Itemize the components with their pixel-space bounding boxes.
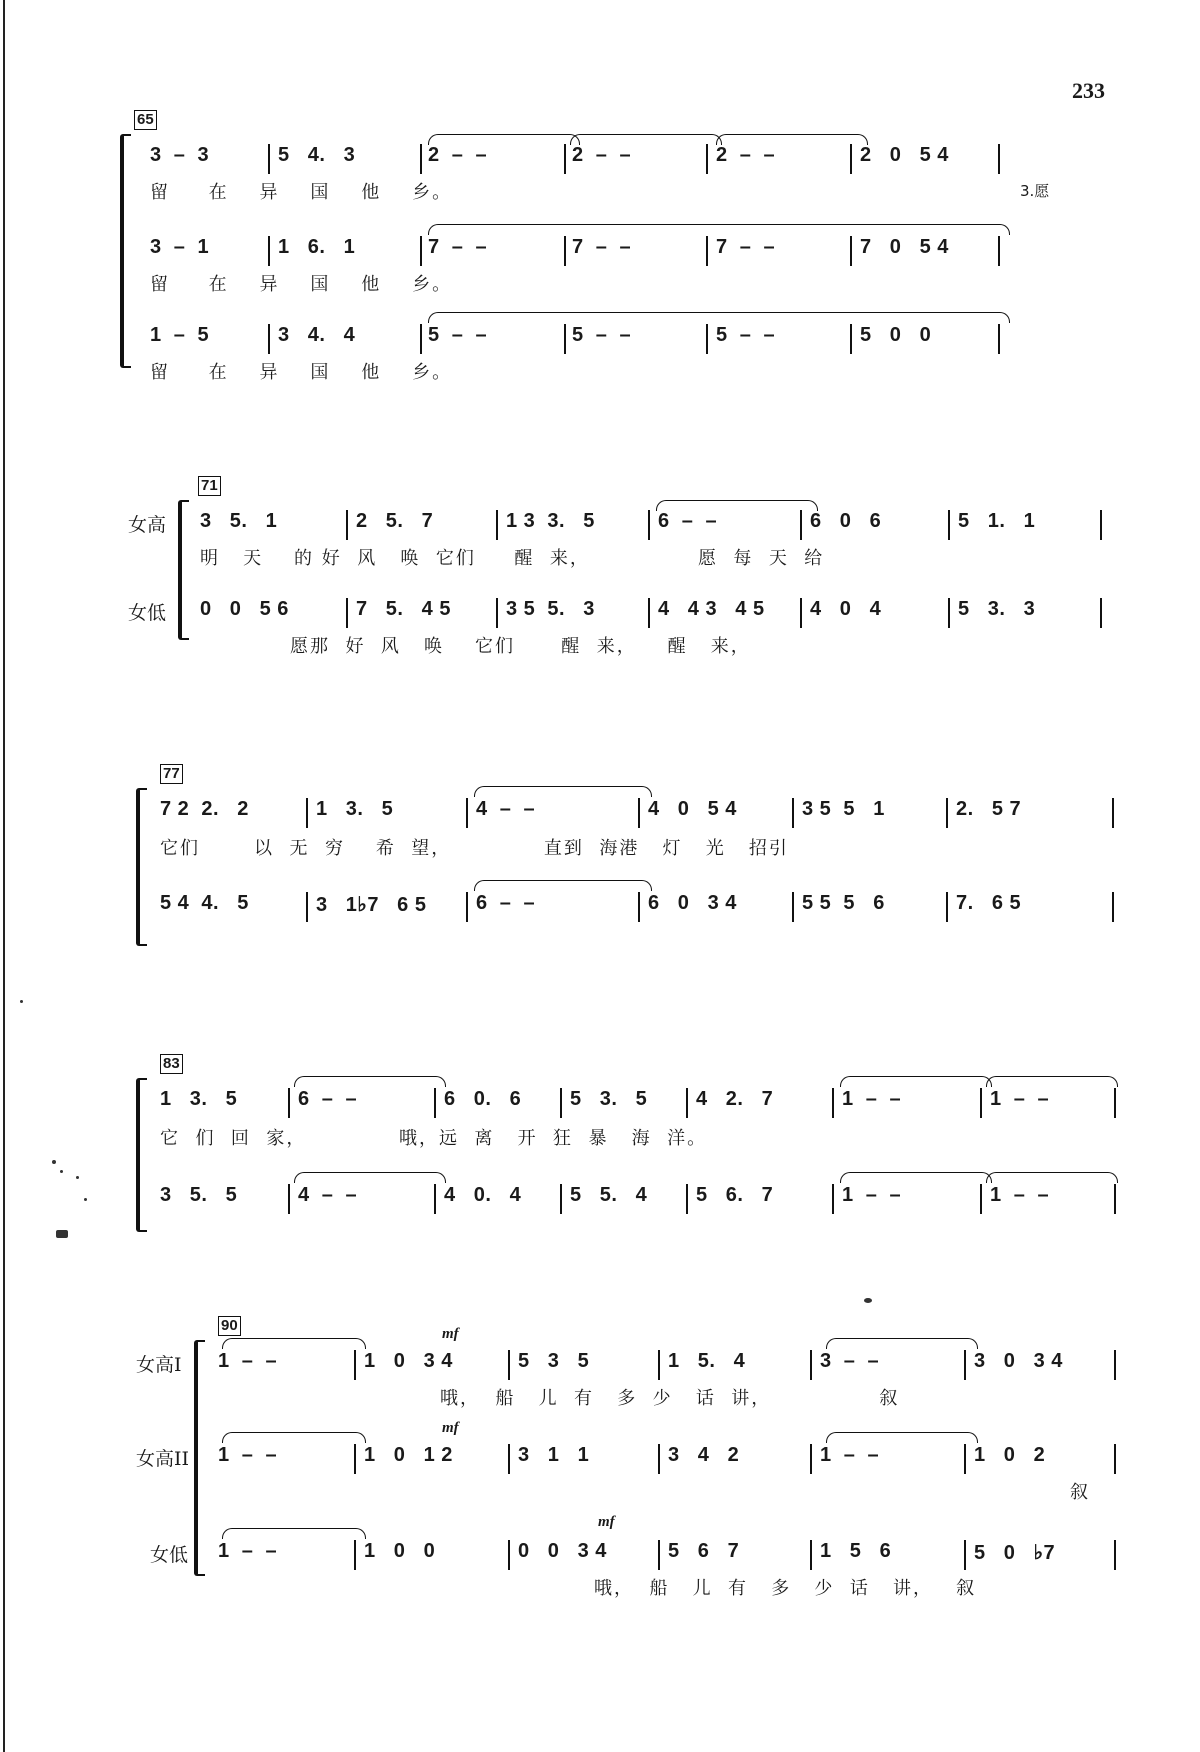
measure: 1 – – [820,1444,880,1466]
barline [998,144,1000,174]
barline [648,510,650,540]
measure: 6 – – [476,892,536,914]
barline [638,798,640,828]
measure: 5 0 ♭7 [974,1542,1056,1564]
measure: 1 – – [218,1350,278,1372]
barline [354,1350,356,1380]
page-number: 233 [1072,78,1105,103]
lyric-line: 它们 以 无 穷 希 望， 直到 海港 灯 光 招引 [160,838,789,859]
measure: 4 0. 4 [444,1184,522,1206]
barline [998,324,1000,354]
barline [434,1088,436,1118]
measure: 6 0 3 4 [648,892,737,914]
measure: 5 3. 3 [958,598,1036,620]
barline [508,1444,510,1474]
lyric-line: 留 在 异 国 他 乡。 [150,274,453,295]
barline [1114,1088,1116,1118]
dynamic-mark: mf [442,1326,459,1342]
measure: 3 4 2 [668,1444,740,1466]
lyric-line: 愿那 好 风 唤 它们 醒 来， 醒 来， [290,636,751,657]
barline [706,236,708,266]
tie [986,1172,1118,1183]
measure: 2 – – [572,144,632,166]
measure: 1 – 5 [150,324,210,346]
measure: 4 2. 7 [696,1088,774,1110]
barline [792,892,794,922]
barline [496,510,498,540]
measure: 3 0 3 4 [974,1350,1063,1372]
staff-row [200,510,1170,538]
barline [810,1350,812,1380]
barline [832,1088,834,1118]
barline [1112,798,1114,828]
barline [268,324,270,354]
tie [840,1172,992,1183]
barline [564,324,566,354]
scan-speck [864,1298,872,1303]
staff-row [150,144,1120,172]
system-bracket [120,134,131,368]
barline [1112,892,1114,922]
measure: 3 – – [820,1350,880,1372]
barline [420,324,422,354]
measure: 5 – – [716,324,776,346]
rehearsal-mark: 65 [134,110,157,130]
barline [1114,1540,1116,1570]
lyric-line: 它 们 回 家， 哦，远 离 开 狂 暴 海 洋。 [160,1128,708,1149]
measure: 7 – – [428,236,488,258]
tie [474,786,652,797]
barline [1100,598,1102,628]
measure: 1 0 3 4 [364,1350,453,1372]
measure: 3 1 1 [518,1444,590,1466]
barline [1100,510,1102,540]
staff-row [218,1350,1188,1378]
measure: 7. 6 5 [956,892,1022,914]
measure: 1 – – [990,1088,1050,1110]
barline [850,236,852,266]
measure: 7 2 2. 2 [160,798,249,820]
measure: 6 0 6 [810,510,882,532]
measure: 2 5. 7 [356,510,434,532]
tie [222,1338,366,1349]
tie [826,1432,978,1443]
barline [268,144,270,174]
barline [964,1350,966,1380]
measure: 2. 5 7 [956,798,1022,820]
scan-speck [20,1000,23,1003]
tie [222,1528,366,1539]
tie [428,312,1010,323]
measure: 3 4. 4 [278,324,356,346]
barline [658,1540,660,1570]
scan-speck [56,1230,68,1238]
barline [706,144,708,174]
measure: 6 0. 6 [444,1088,522,1110]
rehearsal-mark: 71 [198,476,221,496]
measure: 3 5 5 1 [802,798,885,820]
lyric-line: 留 在 异 国 他 乡。 [150,362,453,383]
measure: 1 5. 4 [668,1350,746,1372]
tie [294,1172,446,1183]
barline [658,1444,660,1474]
barline [850,324,852,354]
barline [980,1184,982,1214]
rehearsal-mark: 90 [218,1316,241,1336]
measure: 0 0 3 4 [518,1540,607,1562]
barline [964,1540,966,1570]
measure: 1 – – [842,1184,902,1206]
scan-speck [52,1160,56,1164]
system-bracket [136,788,147,946]
measure: 1 3. 5 [160,1088,238,1110]
lyric-line: 留 在 异 国 他 乡。 [150,182,453,203]
barline [306,892,308,922]
barline [964,1444,966,1474]
staff-row [160,798,1130,826]
staff-row [160,1088,1130,1116]
staff-row [218,1540,1188,1568]
measure: 7 0 5 4 [860,236,949,258]
barline [268,236,270,266]
measure: 1 0 1 2 [364,1444,453,1466]
barline [1114,1444,1116,1474]
measure: 1 3 3. 5 [506,510,595,532]
measure: 1 – – [990,1184,1050,1206]
barline [946,892,948,922]
tie [986,1076,1118,1087]
tie [428,224,1010,235]
measure: 3 5 5. 3 [506,598,595,620]
voice-label: 女低 [128,602,167,624]
measure: 3 – 1 [150,236,210,258]
measure: 5 – – [428,324,488,346]
measure: 4 0 4 [810,598,882,620]
measure: 4 – – [476,798,536,820]
measure: 5 – – [572,324,632,346]
measure: 6 – – [658,510,718,532]
barline [346,598,348,628]
barline [706,324,708,354]
measure: 1 5 6 [820,1540,892,1562]
barline [648,598,650,628]
barline [346,510,348,540]
staff-row [150,236,1120,264]
barline [466,798,468,828]
measure: 2 – – [716,144,776,166]
measure: 1 6. 1 [278,236,356,258]
barline [850,144,852,174]
barline [658,1350,660,1380]
barline [466,892,468,922]
voice-label: 女高II [136,1448,190,1470]
staff-row [160,1184,1130,1212]
measure: 7 5. 4 5 [356,598,451,620]
barline [496,598,498,628]
tie [222,1432,366,1443]
measure: 3 – 3 [150,144,210,166]
tie [474,880,652,891]
measure: 3 1♭7 6 5 [316,894,427,916]
barline [686,1184,688,1214]
measure: 0 0 5 6 [200,598,289,620]
barline [508,1350,510,1380]
measure: 1 – – [842,1088,902,1110]
barline [508,1540,510,1570]
verse-marker: 3.愿 [1020,182,1050,200]
tie [294,1076,446,1087]
lyric-line: 哦， 船 儿 有 多 少 话 讲， 叙 [440,1388,900,1409]
lyric-line: 叙 [1070,1482,1090,1503]
measure: 1 – – [218,1540,278,1562]
barline [288,1088,290,1118]
measure: 5 1. 1 [958,510,1036,532]
barline [354,1444,356,1474]
barline [1114,1184,1116,1214]
voice-label: 女高I [136,1354,182,1376]
measure: 5 6. 7 [696,1184,774,1206]
dynamic-mark: mf [598,1514,615,1530]
measure: 4 0 5 4 [648,798,737,820]
measure: 5 3 5 [518,1350,590,1372]
measure: 5 0 0 [860,324,932,346]
barline [564,236,566,266]
system-bracket [178,500,189,640]
measure: 5 4. 3 [278,144,356,166]
measure: 3 5. 1 [200,510,278,532]
barline [560,1184,562,1214]
staff-row [218,1444,1188,1472]
measure: 7 – – [572,236,632,258]
scan-speck [76,1176,79,1179]
barline [564,144,566,174]
lyric-line: 哦， 船 儿 有 多 少 话 讲， 叙 [594,1578,977,1599]
measure: 1 0 2 [974,1444,1046,1466]
barline [800,598,802,628]
measure: 5 3. 5 [570,1088,648,1110]
measure: 2 0 5 4 [860,144,949,166]
barline [948,598,950,628]
measure: 1 0 0 [364,1540,436,1562]
measure: 1 3. 5 [316,798,394,820]
measure: 5 6 7 [668,1540,740,1562]
barline [434,1184,436,1214]
tie [840,1076,992,1087]
barline [560,1088,562,1118]
staff-row [200,598,1170,626]
barline [810,1540,812,1570]
measure: 4 4 3 4 5 [658,598,765,620]
rehearsal-mark: 83 [160,1054,183,1074]
measure: 4 – – [298,1184,358,1206]
barline [948,510,950,540]
scan-speck [60,1170,63,1173]
barline [1114,1350,1116,1380]
staff-row [160,892,1130,920]
barline [832,1184,834,1214]
voice-label: 女低 [150,1544,189,1566]
measure: 6 – – [298,1088,358,1110]
barline [800,510,802,540]
barline [946,798,948,828]
system-bracket [194,1340,205,1576]
barline [980,1088,982,1118]
voice-label: 女高 [128,514,167,536]
barline [420,236,422,266]
barline [306,798,308,828]
measure: 1 – – [218,1444,278,1466]
barline [420,144,422,174]
measure: 5 5 5 6 [802,892,885,914]
barline [288,1184,290,1214]
measure: 5 4 4. 5 [160,892,249,914]
barline [792,798,794,828]
measure: 3 5. 5 [160,1184,238,1206]
dynamic-mark: mf [442,1420,459,1436]
measure: 2 – – [428,144,488,166]
scan-speck [84,1198,87,1201]
barline [354,1540,356,1570]
barline [638,892,640,922]
measure: 5 5. 4 [570,1184,648,1206]
page-edge [3,0,5,1752]
barline [998,236,1000,266]
barline [686,1088,688,1118]
system-bracket [136,1078,147,1232]
lyric-line: 明 天 的 好 风 唤 它们 醒 来， 愿 每 天 给 [200,548,825,569]
staff-row [150,324,1120,352]
rehearsal-mark: 77 [160,764,183,784]
measure: 7 – – [716,236,776,258]
tie [826,1338,978,1349]
barline [810,1444,812,1474]
